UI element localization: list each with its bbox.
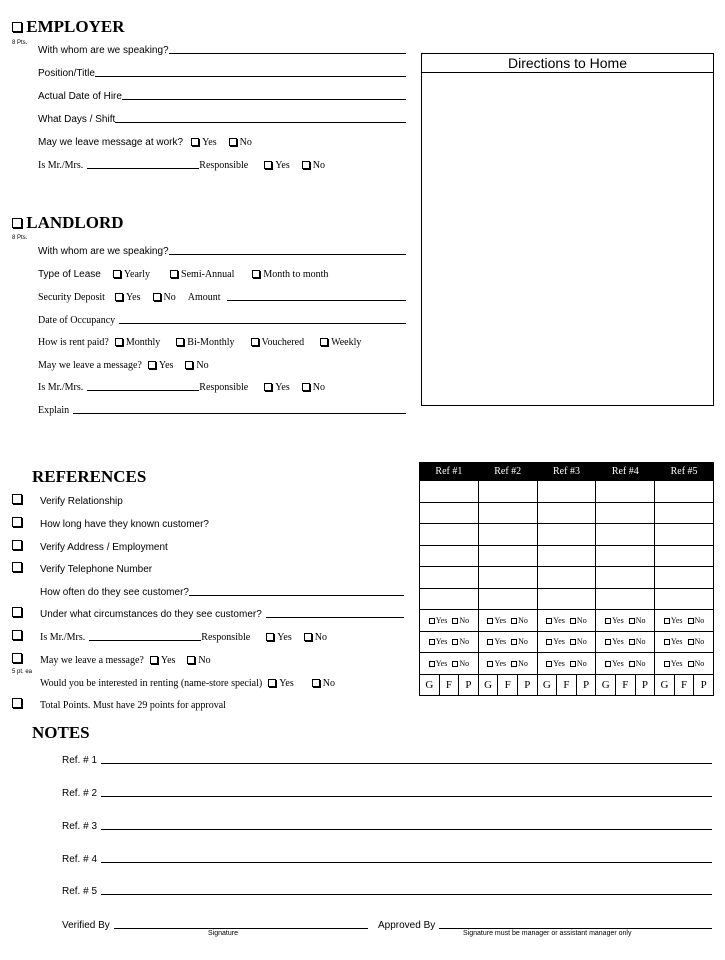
- landlord-occupancy-label: Date of Occupancy: [38, 315, 116, 326]
- landlord-message-yes-checkbox[interactable]: [148, 361, 156, 369]
- yes-no-cell: [478, 653, 537, 675]
- ref-cell[interactable]: [420, 481, 479, 503]
- landlord-lease-row: [38, 267, 340, 280]
- rent-monthly-label: Monthly: [125, 337, 161, 348]
- table-row: [420, 545, 714, 567]
- ref-circumstances-label: Under what circumstances do they see customer?: [40, 609, 262, 620]
- yes-label: Yes: [553, 637, 565, 647]
- rent-weekly-checkbox[interactable]: [320, 338, 328, 346]
- yes-no-cell: [596, 610, 655, 632]
- ref-cell[interactable]: [478, 567, 537, 589]
- landlord-message-no-checkbox[interactable]: [185, 361, 193, 369]
- no-label: No: [239, 137, 252, 148]
- ref-cell[interactable]: [596, 502, 655, 524]
- yes-no-cell: [655, 631, 714, 653]
- ref-relationship-checkbox[interactable]: [12, 494, 22, 504]
- yes-label: Yes: [277, 632, 292, 643]
- table-row-yes-no: [420, 631, 714, 653]
- yes-label: Yes: [435, 637, 448, 647]
- references-heading: REFERENCES: [32, 467, 147, 486]
- yes-checkbox[interactable]: [546, 618, 552, 624]
- no-label: No: [635, 615, 646, 625]
- notes-heading: NOTES: [32, 723, 90, 742]
- employer-message-label: May we leave message at work?: [38, 137, 184, 148]
- yes-no-cell: [655, 653, 714, 675]
- no-label: No: [635, 658, 646, 668]
- landlord-responsible-row: [38, 380, 337, 393]
- employer-message-no-checkbox[interactable]: [229, 138, 237, 146]
- deposit-no-checkbox[interactable]: [153, 293, 161, 301]
- ref-cell[interactable]: [478, 588, 537, 610]
- yes-label: Yes: [670, 637, 683, 647]
- ref-known-checkbox[interactable]: [12, 517, 22, 527]
- no-checkbox[interactable]: [688, 639, 694, 645]
- no-label: No: [694, 658, 705, 668]
- ref-cell[interactable]: [537, 588, 596, 610]
- ref-cell[interactable]: [478, 481, 537, 503]
- grade-option[interactable]: P: [465, 678, 472, 691]
- no-checkbox[interactable]: [570, 661, 576, 667]
- ref-renting-row: [40, 676, 347, 689]
- landlord-responsible-yes-checkbox[interactable]: [264, 383, 272, 391]
- ref-relationship-label: Verify Relationship: [40, 496, 123, 507]
- landlord-message-row: [38, 358, 221, 371]
- yes-label: Yes: [553, 658, 565, 668]
- ref-message-checkbox[interactable]: [12, 653, 22, 663]
- grade-cell: [478, 674, 537, 696]
- no-label: No: [459, 658, 470, 668]
- yes-checkbox[interactable]: [546, 661, 552, 667]
- landlord-is-mr-label: Is Mr./Mrs.: [38, 382, 84, 393]
- yes-label: Yes: [279, 678, 294, 689]
- table-row: [420, 481, 714, 503]
- ref-cell[interactable]: [537, 524, 596, 546]
- employer-hire-label: Actual Date of Hire: [38, 91, 122, 102]
- landlord-rent-row: [38, 335, 373, 348]
- grade-option[interactable]: F: [616, 675, 636, 696]
- grade-option[interactable]: G: [479, 675, 499, 696]
- yes-label: Yes: [612, 615, 624, 625]
- ref-header-3: Ref #3: [537, 463, 596, 481]
- table-row-grades: [420, 674, 714, 696]
- landlord-responsible-no-checkbox[interactable]: [302, 383, 310, 391]
- ref-pts-note: 5 pt. ea: [12, 669, 33, 675]
- ref-message-no-checkbox[interactable]: [187, 656, 195, 664]
- yes-no-cell: [537, 631, 596, 653]
- landlord-speaking-label: With whom are we speaking?: [38, 246, 169, 257]
- yes-no-cell: [420, 610, 479, 632]
- landlord-name-field[interactable]: [87, 390, 199, 391]
- employer-name-field[interactable]: [87, 168, 199, 169]
- no-label: No: [635, 637, 646, 647]
- no-label: No: [576, 637, 587, 647]
- ref-cell[interactable]: [420, 567, 479, 589]
- no-checkbox[interactable]: [511, 661, 517, 667]
- ref-cell[interactable]: [478, 524, 537, 546]
- landlord-heading: [12, 213, 124, 233]
- ref-cell[interactable]: [655, 567, 714, 589]
- ref-cell[interactable]: [537, 545, 596, 567]
- no-checkbox[interactable]: [570, 639, 576, 645]
- no-label: No: [518, 658, 528, 668]
- ref-cell[interactable]: [655, 545, 714, 567]
- yes-checkbox[interactable]: [605, 639, 611, 645]
- employer-is-mr-label: Is Mr./Mrs.: [38, 160, 84, 171]
- yes-label: Yes: [275, 382, 290, 393]
- deposit-amount-label: Amount: [187, 292, 221, 303]
- ref-address-label: Verify Address / Employment: [40, 542, 168, 553]
- employer-responsible-label: Responsible: [199, 160, 249, 171]
- verified-signature-caption: Signature: [208, 930, 238, 937]
- yes-no-cell: [420, 631, 479, 653]
- grade-option[interactable]: F: [557, 675, 577, 696]
- note-ref-5-label: Ref. # 5: [62, 886, 98, 897]
- yes-label: Yes: [670, 615, 683, 625]
- ref-cell[interactable]: [478, 502, 537, 524]
- no-label: No: [459, 615, 470, 625]
- landlord-responsible-label: Responsible: [199, 382, 249, 393]
- grade-option[interactable]: G: [655, 675, 675, 696]
- ref-cell[interactable]: [537, 567, 596, 589]
- directions-box[interactable]: [421, 53, 714, 406]
- landlord-message-label: May we leave a message?: [38, 360, 142, 371]
- verified-by-label: Verified By: [62, 920, 110, 931]
- rent-vouchered-checkbox[interactable]: [251, 338, 259, 346]
- ref-responsible-no-checkbox[interactable]: [304, 633, 312, 641]
- ref-cell[interactable]: [420, 524, 479, 546]
- yes-label: Yes: [202, 137, 217, 148]
- grade-option[interactable]: F: [675, 675, 695, 696]
- ref-header-1: Ref #1: [420, 463, 479, 481]
- note-ref-4-field[interactable]: [62, 852, 712, 865]
- grade-cell: [655, 674, 714, 696]
- no-checkbox[interactable]: [452, 639, 458, 645]
- no-checkbox[interactable]: [629, 618, 635, 624]
- ref-cell[interactable]: [655, 481, 714, 503]
- ref-cell[interactable]: [537, 481, 596, 503]
- yes-no-cell: [655, 610, 714, 632]
- no-label: No: [518, 615, 528, 625]
- ref-renting-label: Would you be interested in renting (name-store special): [40, 678, 263, 689]
- ref-name-field[interactable]: [89, 640, 201, 641]
- employer-heading-text: EMPLOYER: [26, 17, 125, 36]
- rent-bimonthly-checkbox[interactable]: [176, 338, 184, 346]
- yes-checkbox[interactable]: [487, 618, 493, 624]
- grade-option[interactable]: F: [440, 675, 460, 696]
- grade-cell: [596, 674, 655, 696]
- employer-message-yes-checkbox[interactable]: [191, 138, 199, 146]
- ref-total-checkbox[interactable]: [12, 698, 22, 708]
- employer-days-label: What Days / Shift: [38, 114, 116, 125]
- yes-label: Yes: [494, 637, 507, 647]
- grade-option[interactable]: P: [700, 678, 707, 691]
- landlord-deposit-row: [38, 290, 406, 303]
- landlord-speaking-field[interactable]: [38, 244, 406, 257]
- lease-month-checkbox[interactable]: [252, 270, 260, 278]
- landlord-occupancy-field[interactable]: [38, 313, 406, 326]
- grade-option[interactable]: P: [583, 678, 590, 691]
- ref-responsible-checkbox[interactable]: [12, 630, 22, 640]
- rent-monthly-checkbox[interactable]: [115, 338, 123, 346]
- no-label: No: [163, 292, 176, 303]
- directions-title: Directions to Home: [422, 54, 713, 73]
- yes-checkbox[interactable]: [664, 639, 670, 645]
- no-checkbox[interactable]: [688, 618, 694, 624]
- no-checkbox[interactable]: [452, 661, 458, 667]
- grade-option[interactable]: P: [641, 678, 648, 691]
- yes-label: Yes: [670, 658, 683, 668]
- note-ref-1-field[interactable]: [62, 753, 712, 766]
- employer-position-field[interactable]: [38, 66, 406, 79]
- lease-yearly-checkbox[interactable]: [113, 270, 121, 278]
- yes-checkbox[interactable]: [487, 661, 493, 667]
- ref-known-label: How long have they known customer?: [40, 519, 209, 530]
- no-label: No: [322, 678, 335, 689]
- ref-header-5: Ref #5: [655, 463, 714, 481]
- yes-label: Yes: [494, 658, 507, 668]
- no-label: No: [576, 658, 587, 668]
- no-label: No: [196, 360, 209, 371]
- employer-heading: [12, 17, 124, 37]
- no-label: No: [459, 637, 470, 647]
- ref-circumstances-field[interactable]: [40, 607, 404, 620]
- yes-checkbox[interactable]: [546, 639, 552, 645]
- yes-label: Yes: [160, 655, 176, 666]
- yes-label: Yes: [553, 615, 565, 625]
- yes-checkbox[interactable]: [664, 661, 670, 667]
- rent-bimonthly-label: Bi-Monthly: [187, 337, 235, 348]
- note-ref-2-field[interactable]: [62, 786, 712, 799]
- ref-message-label: May we leave a message?: [40, 655, 144, 666]
- landlord-checkbox[interactable]: [12, 218, 22, 228]
- yes-label: Yes: [494, 615, 507, 625]
- note-ref-2-label: Ref. # 2: [62, 788, 98, 799]
- ref-message-row: [40, 653, 223, 666]
- employer-hire-field[interactable]: [38, 89, 406, 102]
- yes-checkbox[interactable]: [605, 661, 611, 667]
- ref-circumstances-checkbox[interactable]: [12, 607, 22, 617]
- yes-label: Yes: [275, 160, 290, 171]
- no-label: No: [518, 637, 528, 647]
- ref-cell[interactable]: [655, 588, 714, 610]
- ref-often-field[interactable]: [40, 585, 404, 598]
- ref-address-checkbox[interactable]: [12, 540, 22, 550]
- grade-option[interactable]: G: [420, 675, 440, 696]
- table-row: [420, 502, 714, 524]
- landlord-pts-note: 8 Pts.: [12, 235, 28, 241]
- ref-cell[interactable]: [420, 502, 479, 524]
- yes-no-cell: [596, 653, 655, 675]
- employer-position-label: Position/Title: [38, 68, 95, 79]
- yes-no-cell: [537, 610, 596, 632]
- note-ref-3-field[interactable]: [62, 819, 712, 832]
- note-ref-1-label: Ref. # 1: [62, 755, 98, 766]
- no-label: No: [694, 615, 705, 625]
- ref-cell[interactable]: [478, 545, 537, 567]
- no-checkbox[interactable]: [570, 618, 576, 624]
- no-checkbox[interactable]: [629, 661, 635, 667]
- employer-speaking-field[interactable]: [38, 43, 406, 56]
- employer-speaking-label: With whom are we speaking?: [38, 45, 169, 56]
- ref-header-2: Ref #2: [478, 463, 537, 481]
- yes-label: Yes: [612, 637, 624, 647]
- lease-month-label: Month to month: [263, 269, 329, 280]
- grade-cell: [420, 674, 479, 696]
- yes-no-cell: [420, 653, 479, 675]
- lease-yearly-label: Yearly: [123, 269, 151, 280]
- deposit-amount-field[interactable]: [227, 300, 406, 301]
- grade-cell: [537, 674, 596, 696]
- no-checkbox[interactable]: [452, 618, 458, 624]
- employer-days-field[interactable]: [38, 112, 406, 125]
- yes-checkbox[interactable]: [487, 639, 493, 645]
- ref-total-label: Total Points. Must have 29 points for approval: [40, 700, 226, 711]
- note-ref-3-label: Ref. # 3: [62, 821, 98, 832]
- employer-responsible-yes-checkbox[interactable]: [264, 161, 272, 169]
- references-table: [419, 462, 714, 696]
- yes-label: Yes: [612, 658, 624, 668]
- note-ref-5-field[interactable]: [62, 884, 712, 897]
- ref-phone-label: Verify Telephone Number: [40, 564, 153, 575]
- yes-checkbox[interactable]: [605, 618, 611, 624]
- yes-checkbox[interactable]: [429, 618, 435, 624]
- ref-cell[interactable]: [655, 502, 714, 524]
- no-label: No: [314, 632, 327, 643]
- note-ref-4-label: Ref. # 4: [62, 854, 98, 865]
- ref-cell[interactable]: [420, 545, 479, 567]
- landlord-explain-field[interactable]: [38, 403, 406, 416]
- table-row: [420, 524, 714, 546]
- ref-renting-yes-checkbox[interactable]: [268, 679, 276, 687]
- ref-cell[interactable]: [596, 588, 655, 610]
- employer-message-row: [38, 135, 264, 148]
- yes-label: Yes: [125, 292, 141, 303]
- references-table-header: [420, 463, 714, 481]
- yes-checkbox[interactable]: [664, 618, 670, 624]
- grade-option[interactable]: G: [538, 675, 558, 696]
- ref-often-label: How often do they see customer?: [40, 587, 189, 598]
- grade-option[interactable]: F: [498, 675, 518, 696]
- table-row-yes-no: [420, 653, 714, 675]
- yes-no-cell: [478, 610, 537, 632]
- ref-cell[interactable]: [655, 524, 714, 546]
- employer-responsible-no-checkbox[interactable]: [302, 161, 310, 169]
- no-label: No: [198, 655, 211, 666]
- ref-cell[interactable]: [596, 545, 655, 567]
- no-label: No: [576, 615, 587, 625]
- deposit-yes-checkbox[interactable]: [115, 293, 123, 301]
- ref-message-yes-checkbox[interactable]: [150, 656, 158, 664]
- ref-responsible-row: [40, 630, 339, 643]
- no-checkbox[interactable]: [511, 618, 517, 624]
- no-checkbox[interactable]: [688, 661, 694, 667]
- ref-cell[interactable]: [596, 524, 655, 546]
- grade-option[interactable]: G: [596, 675, 616, 696]
- rent-vouchered-label: Vouchered: [261, 337, 305, 348]
- table-row: [420, 588, 714, 610]
- no-label: No: [312, 382, 325, 393]
- landlord-lease-label: Type of Lease: [38, 269, 101, 280]
- ref-cell[interactable]: [537, 502, 596, 524]
- table-row: [420, 567, 714, 589]
- lease-semiannual-label: Semi-Annual: [181, 269, 235, 280]
- landlord-heading-text: LANDLORD: [26, 213, 124, 232]
- rent-weekly-label: Weekly: [331, 337, 362, 348]
- yes-no-cell: [596, 631, 655, 653]
- approved-signature-caption: Signature must be manager or assistant manager only: [463, 930, 632, 937]
- yes-no-cell: [478, 631, 537, 653]
- employer-checkbox[interactable]: [12, 22, 22, 32]
- no-label: No: [694, 637, 705, 647]
- employer-responsible-row: [38, 158, 337, 171]
- ref-cell[interactable]: [596, 481, 655, 503]
- ref-responsible-yes-checkbox[interactable]: [266, 633, 274, 641]
- yes-no-cell: [537, 653, 596, 675]
- yes-checkbox[interactable]: [429, 639, 435, 645]
- lease-semiannual-checkbox[interactable]: [170, 270, 178, 278]
- landlord-deposit-label: Security Deposit: [38, 292, 105, 303]
- ref-is-mr-label: Is Mr./Mrs.: [40, 632, 86, 643]
- yes-label: Yes: [435, 615, 448, 625]
- ref-header-4: Ref #4: [596, 463, 655, 481]
- ref-responsible-label: Responsible: [201, 632, 251, 643]
- approved-by-label: Approved By: [378, 920, 436, 931]
- ref-cell[interactable]: [596, 567, 655, 589]
- yes-label: Yes: [158, 360, 174, 371]
- grade-option[interactable]: P: [524, 678, 531, 691]
- yes-label: Yes: [435, 658, 448, 668]
- ref-renting-no-checkbox[interactable]: [312, 679, 320, 687]
- yes-checkbox[interactable]: [429, 661, 435, 667]
- landlord-explain-label: Explain: [38, 405, 70, 416]
- no-label: No: [312, 160, 325, 171]
- no-checkbox[interactable]: [511, 639, 517, 645]
- employer-pts-note: 8 Pts.: [12, 40, 28, 46]
- ref-cell[interactable]: [420, 588, 479, 610]
- no-checkbox[interactable]: [629, 639, 635, 645]
- ref-phone-checkbox[interactable]: [12, 562, 22, 572]
- landlord-rent-label: How is rent paid?: [38, 337, 109, 348]
- table-row-yes-no: [420, 610, 714, 632]
